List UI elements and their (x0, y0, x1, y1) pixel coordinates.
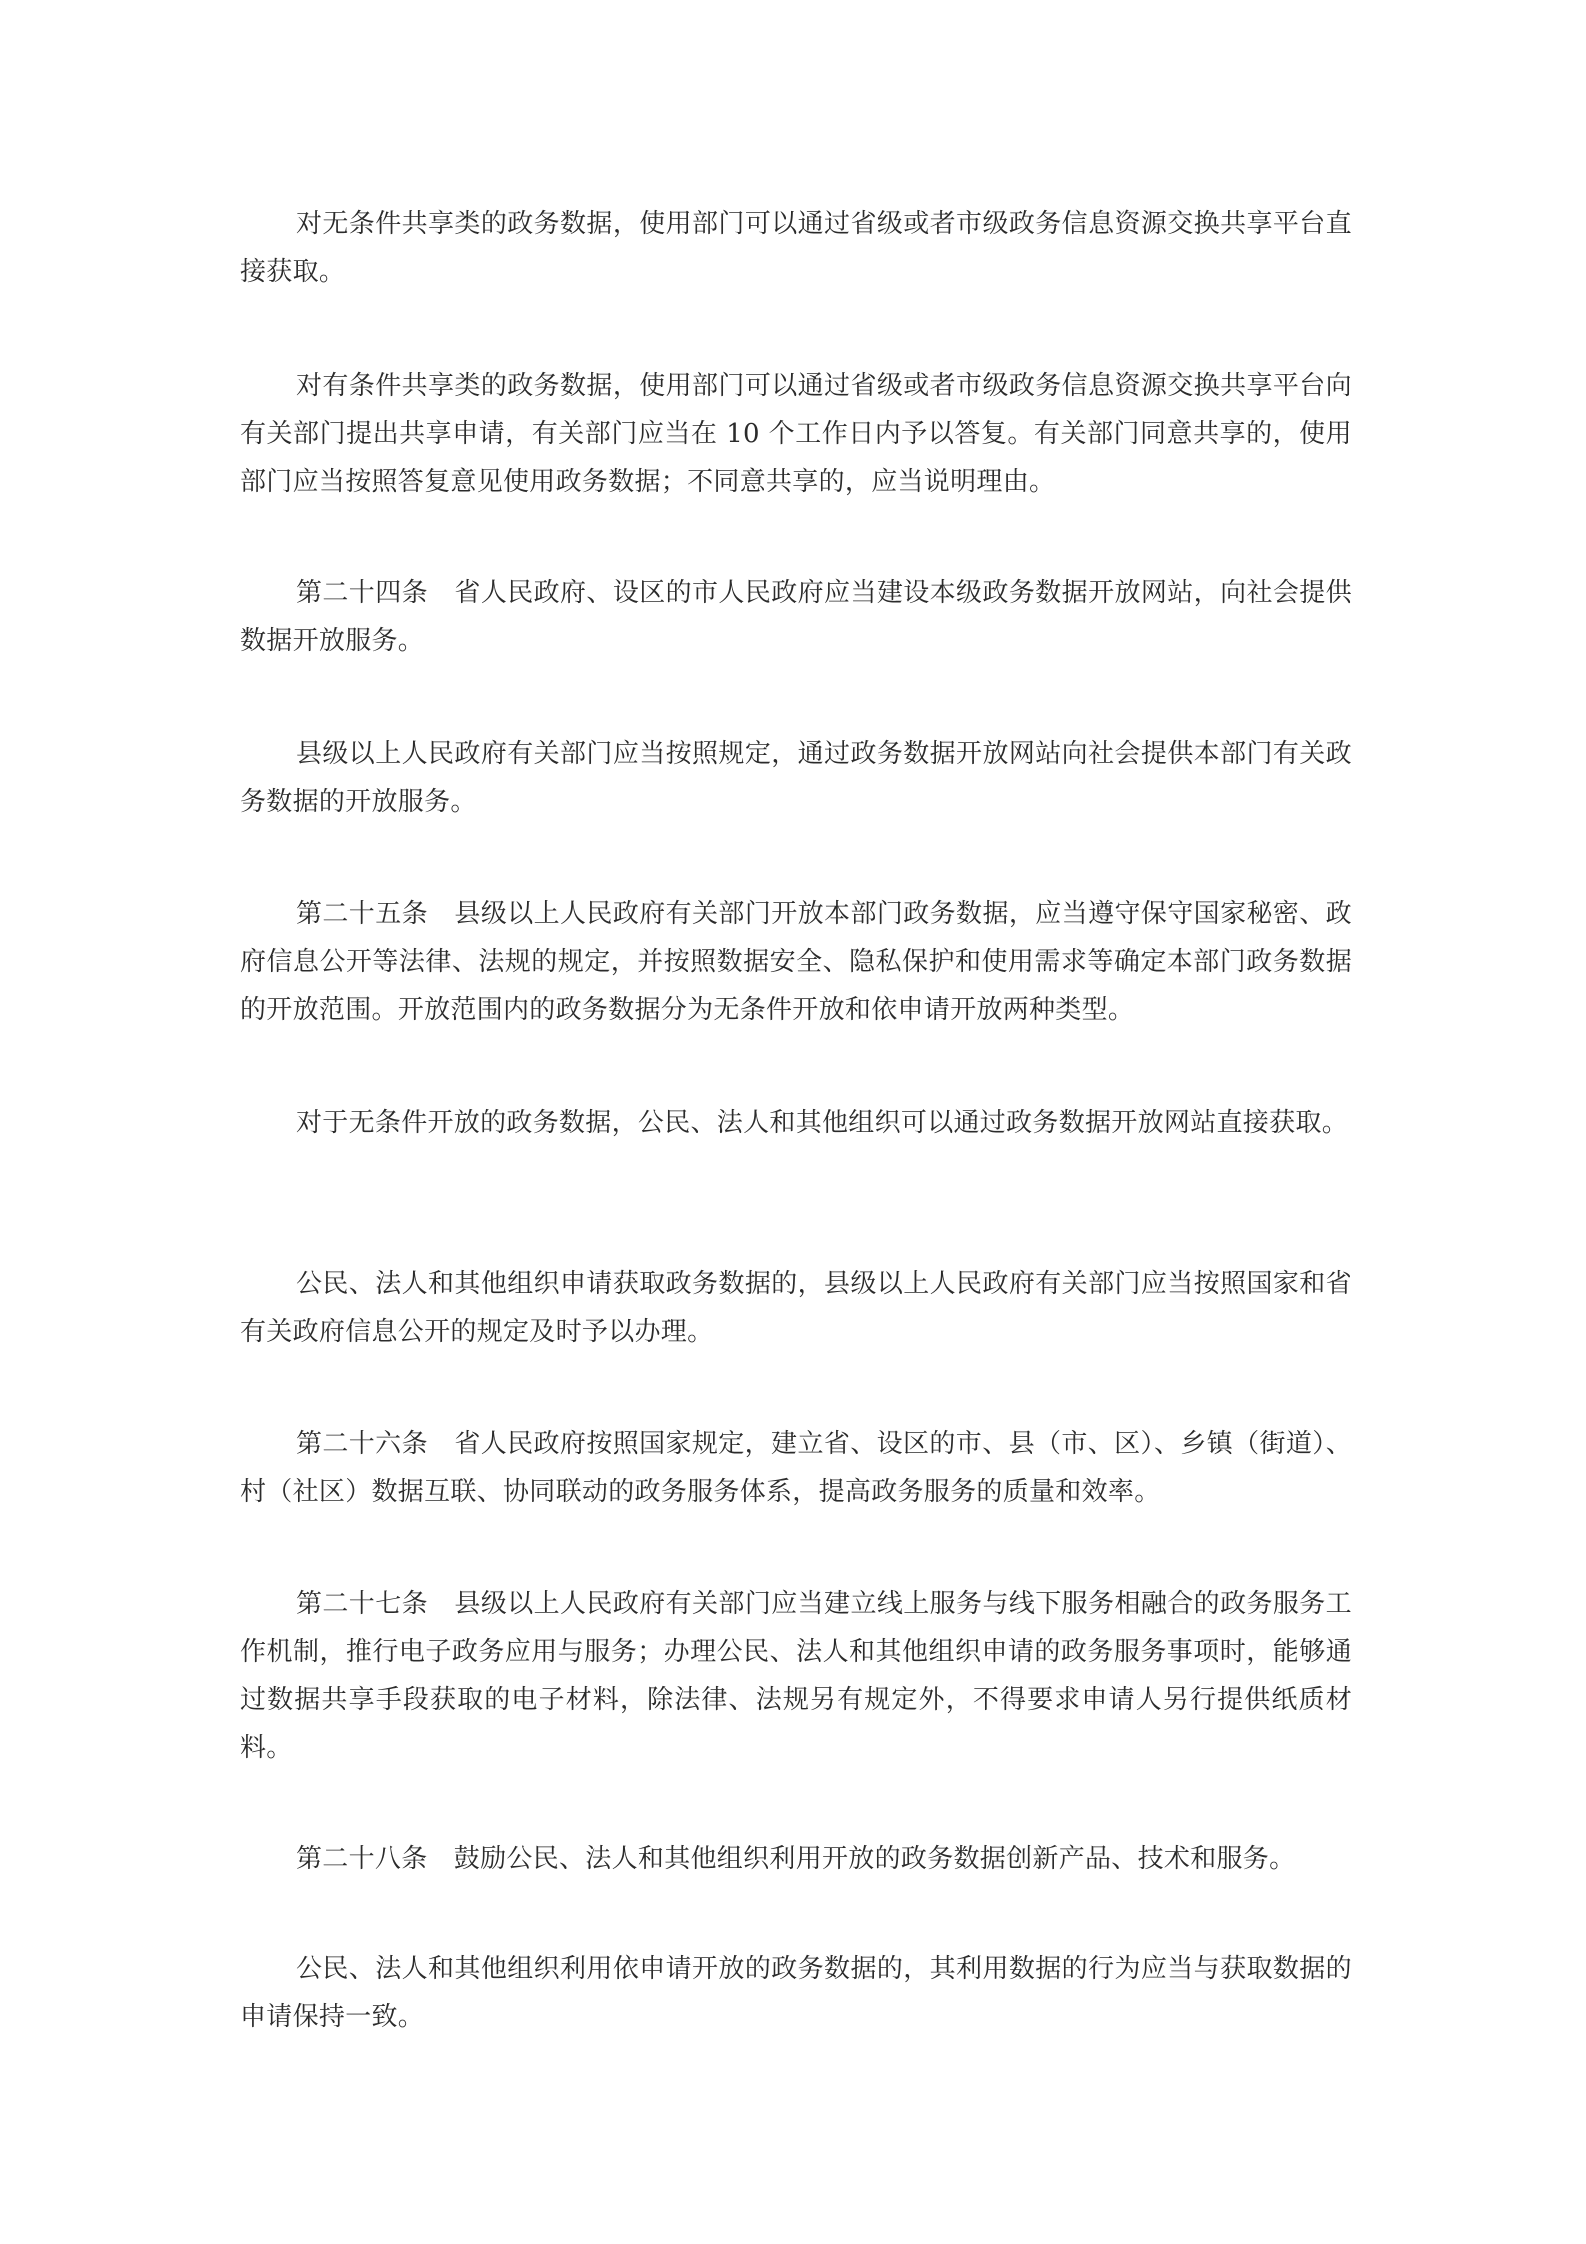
paragraph-article-24: 第二十四条 省人民政府、设区的市人民政府应当建设本级政务数据开放网站，向社会提供数据开放服务。 (240, 578, 1352, 656)
paragraph-application-open: 公民、法人和其他组织申请获取政务数据的，县级以上人民政府有关部门应当按照国家和省有关政府信息公开的规定及时予以办理。 (240, 1269, 1352, 1347)
paragraph-article-28: 第二十八条 鼓励公民、法人和其他组织利用开放的政务数据创新产品、技术和服务。 (296, 1844, 1296, 1874)
paragraph-article-27: 第二十七条 县级以上人民政府有关部门应当建立线上服务与线下服务相融合的政务服务工作机制，推行电子政务应用与服务；办理公民、法人和其他组织申请的政务服务事项时，能够通过数据共享手段获取的电子材料，除法律、法规另有规定外，不得要求申请人另行提供纸质材料。 (240, 1589, 1352, 1763)
paragraph-article-26: 第二十六条 省人民政府按照国家规定，建立省、设区的市、县（市、区）、乡镇（街道）、村（社区）数据互联、协同联动的政务服务体系，提高政务服务的质量和效率。 (240, 1429, 1352, 1507)
paragraph-unconditional-sharing: 对无条件共享类的政务数据，使用部门可以通过省级或者市级政务信息资源交换共享平台直接获取。 (240, 209, 1352, 287)
paragraph-conditional-sharing: 对有条件共享类的政务数据，使用部门可以通过省级或者市级政务信息资源交换共享平台向有关部门提出共享申请，有关部门应当在 10 个工作日内予以答复。有关部门同意共享的，使用部门应当按照答复意见使用政务数据；不同意共享的，应当说明理由。 (240, 371, 1352, 497)
paragraph-unconditional-open: 对于无条件开放的政务数据，公民、法人和其他组织可以通过政务数据开放网站直接获取。 (296, 1108, 1349, 1138)
paragraph-article-25: 第二十五条 县级以上人民政府有关部门开放本部门政务数据，应当遵守保守国家秘密、政府信息公开等法律、法规的规定，并按照数据安全、隐私保护和使用需求等确定本部门政务数据的开放范围。开放范围内的政务数据分为无条件开放和依申请开放两种类型。 (240, 899, 1352, 1025)
paragraph-article-24-departments: 县级以上人民政府有关部门应当按照规定，通过政务数据开放网站向社会提供本部门有关政务数据的开放服务。 (240, 739, 1352, 817)
paragraph-article-28-use: 公民、法人和其他组织利用依申请开放的政务数据的，其利用数据的行为应当与获取数据的申请保持一致。 (240, 1954, 1352, 2032)
